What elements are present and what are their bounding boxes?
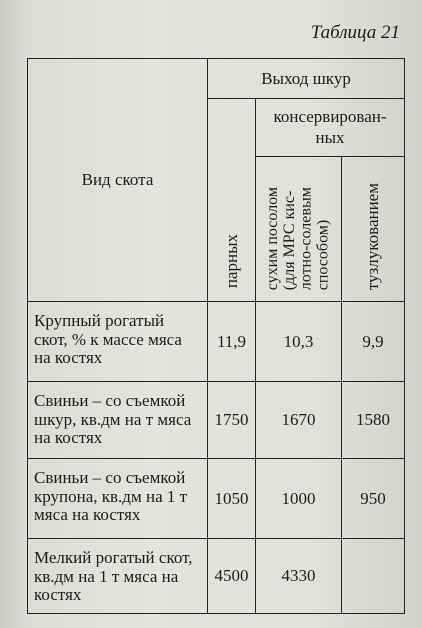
table-row	[28, 382, 405, 459]
table-caption: Таблица 21	[310, 22, 400, 43]
cell-fresh: 1050	[208, 459, 256, 539]
cell-tuzluk: 1580	[342, 382, 405, 459]
header-tuzluk-label: тузлукованием	[363, 182, 383, 290]
table-row	[28, 539, 405, 614]
cell-dry-salt: 4330	[256, 539, 342, 614]
row-label: Мелкий рогатый скот, кв.дм на 1 т мяса на костях	[28, 539, 208, 614]
cell-tuzluk: 950	[342, 459, 405, 539]
header-tuzluk	[342, 157, 405, 302]
header-animal-type: Вид скота	[28, 59, 208, 302]
row-label: Свиньи – со съемкой крупона, кв.дм на 1 т мяса на костях	[28, 459, 208, 539]
cell-tuzluk	[342, 539, 405, 614]
header-fresh	[208, 99, 256, 302]
cell-fresh: 11,9	[208, 302, 256, 382]
header-preserved: консервирован- ных	[256, 99, 405, 157]
cell-fresh: 1750	[208, 382, 256, 459]
header-dry-salt-label: сухим посолом (для МРС кис- лотно-солевым способом)	[263, 186, 332, 290]
header-fresh-label: парных	[221, 233, 241, 288]
cell-dry-salt: 10,3	[256, 302, 342, 382]
table-row	[28, 459, 405, 539]
header-skin-output: Выход шкур	[208, 59, 405, 99]
row-label: Крупный рогатый скот, % к массе мяса на костях	[28, 302, 208, 382]
data-table	[27, 58, 405, 614]
cell-dry-salt: 1670	[256, 382, 342, 459]
row-label: Свиньи – со съемкой шкур, кв.дм на т мяса на костях	[28, 382, 208, 459]
cell-dry-salt: 1000	[256, 459, 342, 539]
cell-fresh: 4500	[208, 539, 256, 614]
cell-tuzluk: 9,9	[342, 302, 405, 382]
header-dry-salt	[256, 157, 342, 302]
table-row	[28, 302, 405, 382]
